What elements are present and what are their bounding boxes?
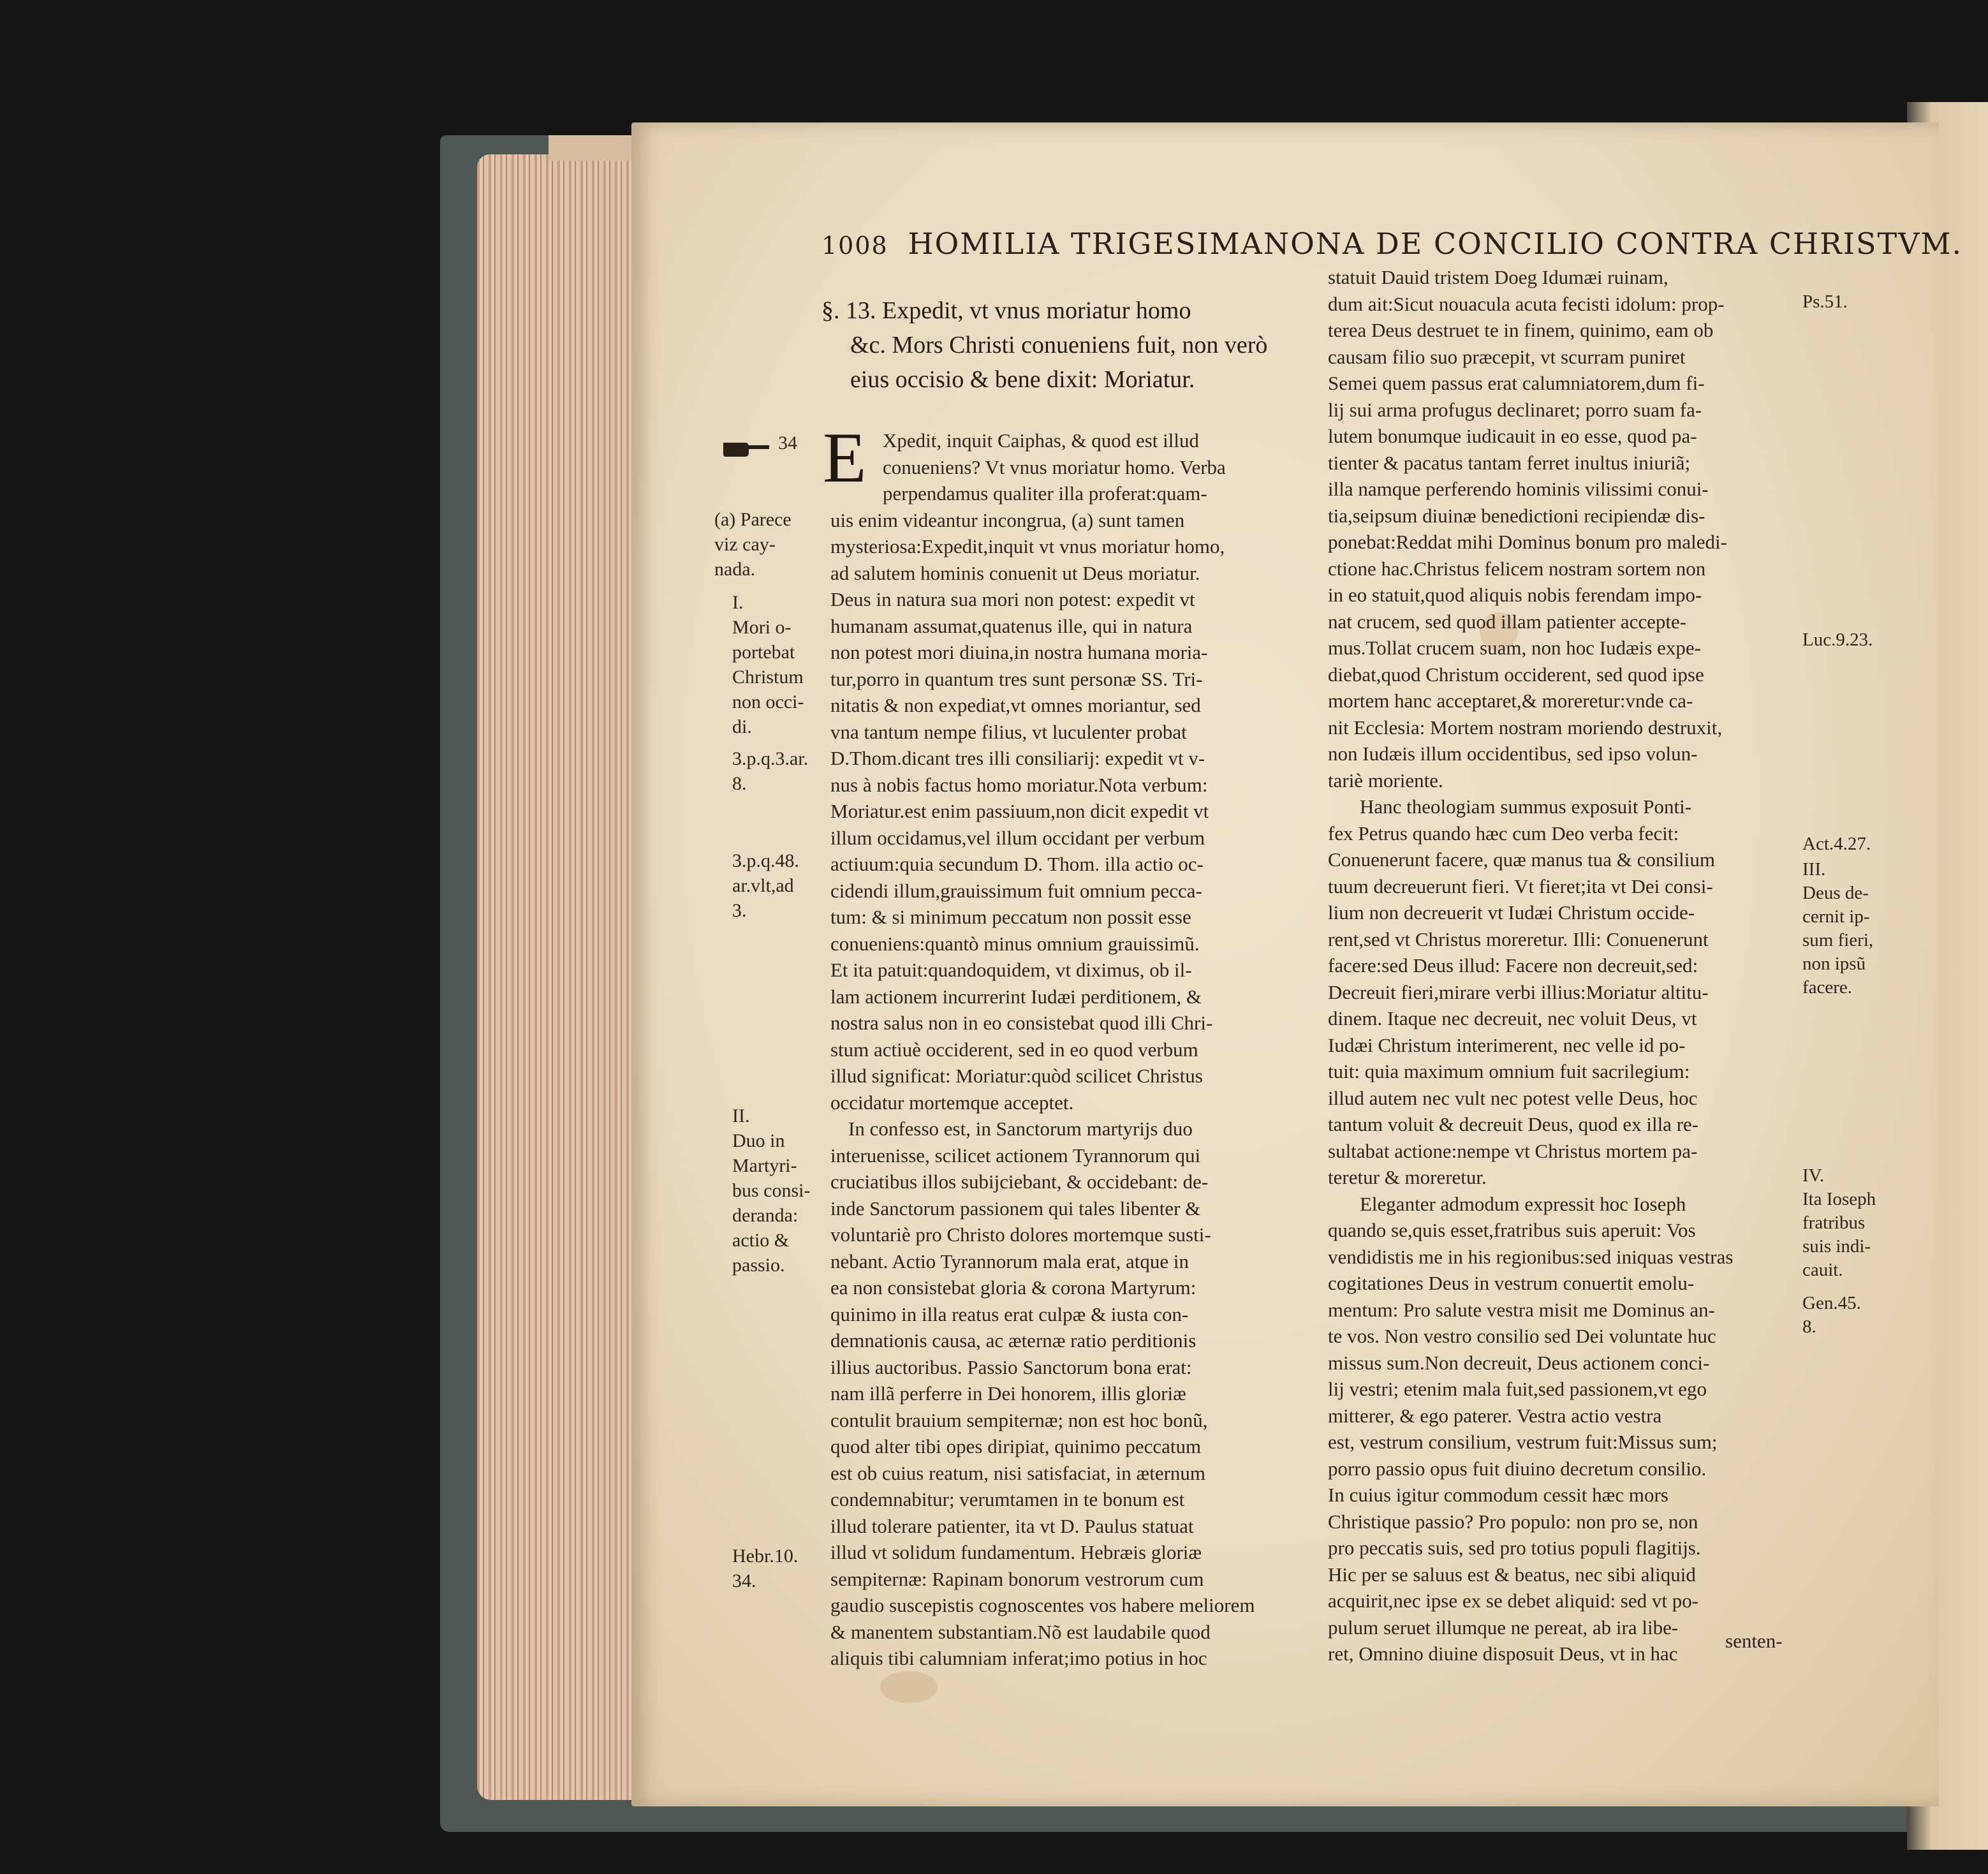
margin-note-number: 34 <box>778 432 797 454</box>
text-line: nam illã perferre in Dei honorem, illis gloriæ <box>830 1382 1186 1405</box>
margin-reference: Act.4.27. <box>1802 834 1871 854</box>
margin-note: (a) Parece viz cay- nada. <box>714 509 792 580</box>
left-text-column <box>830 427 1304 1672</box>
text-line: uis enim videantur incongrua, (a) sunt tamen <box>830 508 1185 531</box>
text-line: facere:sed Deus illud: Facere non decreuit,sed: <box>1328 954 1698 977</box>
manicule-icon <box>721 434 772 459</box>
text-line: rent,sed vt Christus moreretur. Illi: Conuenerunt <box>1328 927 1709 950</box>
text-line: occidatur mortemque acceptet. <box>830 1091 1074 1114</box>
text-line: teretur & moreretur. <box>1328 1166 1487 1188</box>
text-line: pro peccatis suis, sed pro totius populi flagitijs. <box>1328 1537 1701 1559</box>
text-line: nebant. Actio Tyrannorum mala erat, atque in <box>830 1250 1189 1273</box>
text-line: nostra salus non in eo consistebat quod illi Chri- <box>830 1012 1213 1034</box>
text-line: Et ita patuit:quandoquidem, vt diximus, ob il- <box>830 959 1192 981</box>
text-line: inde Sanctorum passionem qui tales libenter & <box>830 1197 1201 1220</box>
text-line: illa namque perferendo hominis vilissimi conui- <box>1328 478 1709 500</box>
text-line: Xpedit, inquit Caiphas, & quod est illud <box>883 429 1199 452</box>
text-line: illud tolerare patienter, ita vt D. Paulus statuat <box>830 1514 1194 1537</box>
text-line: porro passio opus fuit diuino decretum consilio. <box>1328 1457 1707 1480</box>
margin-reference: Gen.45. 8. <box>1802 1293 1861 1337</box>
text-line: illud vt solidum fundamentum. Hebræis gloriæ <box>830 1541 1202 1563</box>
text-line: pulum seruet illumque ne pereat, ab ira libe- <box>1328 1616 1679 1639</box>
text-line: Deus in natura sua mori non potest: expedit vt <box>830 588 1195 610</box>
text-line: mitterer, & ego paterer. Vestra actio vestra <box>1328 1404 1662 1427</box>
text-line: tum: & si minimum peccatum non possit esse <box>830 906 1191 928</box>
text-line: fex Petrus quando hæc cum Deo verba fecit: <box>1328 822 1679 845</box>
text-line: Christique passio? Pro populo: non pro se, non <box>1328 1510 1698 1533</box>
text-line: cruciatibus illos subijciebant, & occidebant: de- <box>830 1170 1209 1193</box>
text-line: humanam assumat,quatenus ille, qui in natura <box>830 614 1193 637</box>
text-line: tuit: quia maximum omnium fuit sacrilegium: <box>1328 1060 1690 1082</box>
text-line: In cuius igitur commodum cessit hæc mors <box>1328 1484 1668 1506</box>
text-line: tariè moriente. <box>1328 769 1443 792</box>
text-line: tia,seipsum diuinæ benedictioni recipiendæ dis- <box>1328 504 1705 527</box>
text-line: ea non consistebat gloria & corona Martyrum: <box>830 1276 1196 1299</box>
text-line: ponebat:Reddat mihi Dominus bonum pro maledi- <box>1328 531 1727 553</box>
text-line: condemnabitur; verumtamen in te bonum est <box>830 1488 1185 1510</box>
text-line: lium non decreuerit vt Iudæi Christum occide- <box>1328 901 1695 924</box>
text-line: tantum voluit & decreuit Deus, quod ex illa re- <box>1328 1113 1699 1135</box>
margin-note: I. Mori o- portebat Christum non occi- di. <box>732 592 804 737</box>
text-line: ad salutem hominis conuenit ut Deus moriatur. <box>830 561 1200 584</box>
text-line: illum occidamus,vel illum occidant per verbum <box>830 826 1205 849</box>
text-line: Conuenerunt facere, quæ manus tua & consilium <box>1328 848 1715 871</box>
text-line: lij vestri; etenim mala fuit,sed passionem,vt ego <box>1328 1378 1707 1400</box>
text-line: quando se,quis esset,fratribus suis aperuit: Vos <box>1328 1219 1696 1241</box>
foxing-stain <box>880 1671 938 1703</box>
text-line: voluntariè pro Christo dolores mortemque susti- <box>830 1223 1211 1246</box>
text-line: sempiternæ: Rapinam bonorum vestrorum cum <box>830 1567 1204 1590</box>
text-line: conueniens:quantò minus omnium grauissimũ. <box>830 932 1200 955</box>
margin-reference: Luc.9.23. <box>1802 630 1873 650</box>
text-line: nit Ecclesia: Mortem nostram moriendo destruxit, <box>1328 716 1723 739</box>
text-line: contulit brauium sempiternæ; non est hoc bonũ, <box>830 1408 1208 1431</box>
text-line: dinem. Itaque nec decreuit, nec voluit Deus, vt <box>1328 1007 1697 1029</box>
text-line: ctione hac.Christus felicem nostram sortem non <box>1328 557 1706 580</box>
text-line: interuenisse, scilicet actionem Tyrannorum qui <box>830 1144 1201 1167</box>
text-line: mentum: Pro salute vestra misit me Dominus an- <box>1328 1298 1715 1321</box>
text-line: non Iudæis illum occidentibus, sed ipso volun- <box>1328 742 1698 765</box>
text-line: illius auctoribus. Passio Sanctorum bona erat: <box>830 1355 1192 1378</box>
text-line: In confesso est, in Sanctorum martyrijs duo <box>848 1118 1193 1140</box>
margin-note: III. Deus de- cernit ip- sum fieri, non ipsũ facere. <box>1802 859 1874 998</box>
text-line: vendidistis me in his regionibus:sed iniquas vestras <box>1328 1245 1734 1268</box>
text-line: ret, Omnino diuine disposuit Deus, vt in hac <box>1328 1642 1678 1665</box>
heading-line: eius occisio & bene dixit: Moriatur. <box>850 366 1195 393</box>
text-line: Semei quem passus erat calumniatorem,dum fi- <box>1328 372 1705 394</box>
text-line: mortem hanc acceptaret,& moreretur:vnde ca- <box>1328 690 1693 712</box>
margin-note: II. Duo in Martyri- bus consi- deranda: actio & passio. <box>732 1105 811 1276</box>
text-line: illud autem nec vult nec potest velle Deus, hoc <box>1328 1086 1698 1109</box>
text-line: Hanc theologiam summus exposuit Ponti- <box>1360 795 1692 818</box>
text-line: demnationis causa, ac æternæ ratio perditionis <box>830 1329 1196 1352</box>
page-number: 1008 <box>821 232 888 260</box>
text-line: in eo statuit,quod aliquis nobis ferendam impo- <box>1328 584 1702 606</box>
text-line: Eleganter admodum expressit hoc Ioseph <box>1360 1192 1686 1215</box>
text-line: illud significat: Moriatur:quòd scilicet Christus <box>830 1065 1203 1087</box>
text-line: acquirit,nec ipse ex se debet aliquid: sed vt po- <box>1328 1590 1699 1612</box>
text-line: nus à nobis factus homo moriatur.Nota verbum: <box>830 773 1208 796</box>
text-line: causam filio suo præcepit, vt scurram puniret <box>1328 345 1686 368</box>
running-title: HOMILIA TRIGESIMANONA DE CONCILIO CONTRA CHRISTVM. <box>908 226 1963 261</box>
text-line: cogitationes Deus in vestrum conuertit emolu- <box>1328 1272 1695 1294</box>
text-line: aliquis tibi calumniam inferat;imo potius in hoc <box>830 1647 1207 1669</box>
text-line: mysteriosa:Expedit,inquit vt vnus moriatur homo, <box>830 535 1225 557</box>
section-heading <box>821 293 1293 397</box>
right-text-column <box>1328 264 1796 1667</box>
text-line: sultabat actione:nempe vt Christus mortem pa- <box>1328 1139 1698 1162</box>
catchword: senten- <box>1725 1630 1783 1652</box>
margin-reference: 3.p.q.48. ar.vlt,ad 3. <box>732 850 799 921</box>
text-line: tienter & pacatus tantam ferret inultus iniuriã; <box>1328 451 1691 474</box>
text-line: & manentem substantiam.Nõ est laudabile quod <box>830 1620 1211 1643</box>
text-line: quinimo in illa reatus erat culpæ & iusta con- <box>830 1302 1189 1325</box>
text-line: lij sui arma profugus declinaret; porro suam fa- <box>1328 398 1702 421</box>
text-line: statuit Dauid tristem Doeg Idumæi ruinam, <box>1328 266 1668 288</box>
heading-line: &c. Mors Christi conueniens fuit, non verò <box>850 332 1268 358</box>
text-line: tur,porro in quantum tres sunt personæ SS. Tri- <box>830 667 1203 690</box>
text-line: quod alter tibi opes diripiat, quinimo peccatum <box>830 1435 1202 1457</box>
text-line: nat crucem, sed quod illam patienter accepte- <box>1328 610 1687 633</box>
text-line: gaudio suscepistis cognoscentes vos habere meliorem <box>830 1594 1255 1616</box>
text-line: mus.Tollat crucem suam, non hoc Iudæis expe- <box>1328 637 1701 659</box>
margin-reference: Hebr.10. 34. <box>732 1546 799 1591</box>
text-line: diebat,quod Christum occiderent, sed quod ipse <box>1328 663 1704 686</box>
text-line: missus sum.Non decreuit, Deus actionem conci- <box>1328 1351 1710 1374</box>
text-line: terea Deus destruet te in finem, quinimo, eam ob <box>1328 319 1714 341</box>
text-line: non potest mori diuina,in nostra humana moria- <box>830 641 1208 663</box>
margin-reference: Ps.51. <box>1802 291 1848 312</box>
text-line: est ob cuius reatum, nisi satisfaciat, in æternum <box>830 1461 1206 1484</box>
text-line: Decreuit fieri,mirare verbi illius:Moriatur altitu- <box>1328 980 1709 1003</box>
text-line: stum actiuè occiderent, sed in eo quod verbum <box>830 1038 1198 1061</box>
text-line: conueniens? Vt vnus moriatur homo. Verba <box>883 455 1226 478</box>
text-line: vna tantum nempe filius, vt luculenter probat <box>830 720 1187 743</box>
text-line: Moriatur.est enim passiuum,non dicit expedit vt <box>830 800 1209 822</box>
text-line: dum ait:Sicut nouacula acuta fecisti idolum: prop- <box>1328 292 1725 315</box>
text-line: Iudæi Christum interimerent, nec velle id po- <box>1328 1033 1686 1056</box>
text-line: D.Thom.dicant tres illi consiliarij: expedit vt v- <box>830 747 1205 769</box>
text-line: cidendi illum,grauissimum fuit omnium pecca- <box>830 879 1202 902</box>
text-line: lutem bonumque iudicauit in eo esse, quod pa- <box>1328 425 1697 447</box>
text-line: nitatis & non expediat,vt omnes moriantur, sed <box>830 694 1201 716</box>
text-line: Hic per se saluus est & beatus, nec sibi aliquid <box>1328 1563 1696 1586</box>
text-line: lam actionem incurrerint Iudæi perditionem, & <box>830 985 1202 1008</box>
text-line: est, vestrum consilium, vestrum fuit:Missus sum; <box>1328 1431 1718 1453</box>
text-line: tuum decreuerunt fieri. Vt fieret;ita vt Dei consi- <box>1328 874 1713 897</box>
text-line: te vos. Non vestro consilio sed Dei voluntate huc <box>1328 1325 1716 1347</box>
drop-cap: E <box>823 418 867 498</box>
heading-line: §. 13. Expedit, vt vnus moriatur homo <box>821 297 1191 324</box>
text-line: perpendamus qualiter illa proferat:quam- <box>883 482 1207 505</box>
margin-reference: 3.p.q.3.ar. 8. <box>732 748 809 794</box>
text-line: actiuum:quia secundum D. Thom. illa actio oc- <box>830 853 1204 875</box>
margin-note: IV. Ita Ioseph fratribus suis indi- cauit. <box>1802 1165 1876 1280</box>
